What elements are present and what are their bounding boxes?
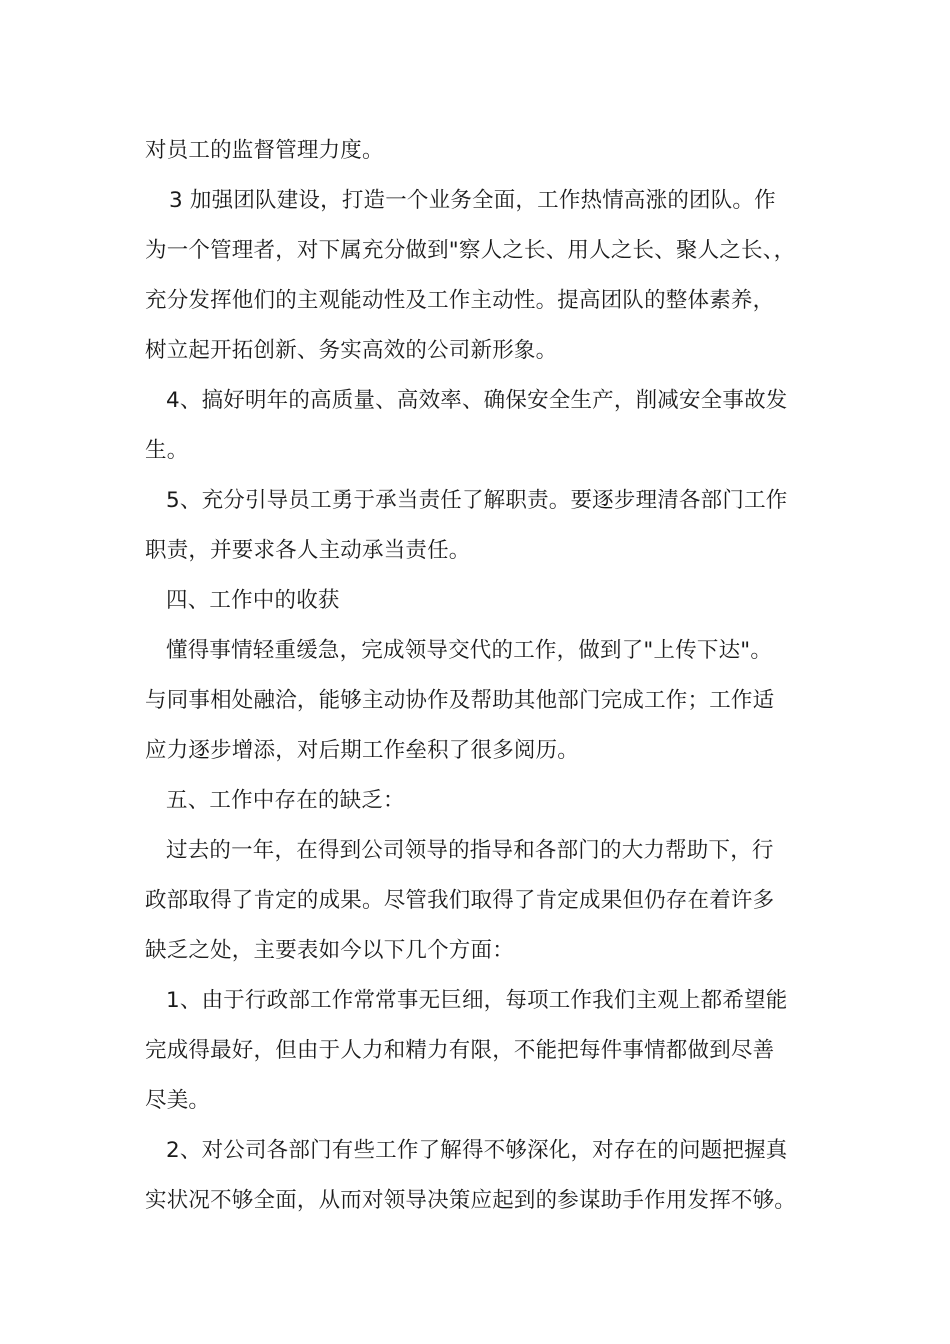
text-line-1: 对员工的监督管理力度。 (145, 138, 384, 163)
text-line-12: 与同事相处融洽，能够主动协作及帮助其他部门完成工作；工作适 (145, 688, 775, 713)
text-line-21: 2、对公司各部门有些工作了解得不够深化，对存在的问题把握真 (166, 1138, 788, 1163)
text-line-6: 4、搞好明年的高质量、高效率、确保安全生产，削减安全事故发 (166, 388, 788, 413)
text-line-19: 完成得最好，但由于人力和精力有限，不能把每件事情都做到尽善 (145, 1038, 775, 1063)
text-line-16: 政部取得了肯定的成果。尽管我们取得了肯定成果但仍存在着许多 (145, 888, 775, 913)
text-line-22: 实状况不够全面，从而对领导决策应起到的参谋助手作用发挥不够。 (145, 1188, 797, 1213)
text-line-20: 尽美。 (145, 1088, 211, 1113)
text-line-9: 职责，并要求各人主动承当责任。 (145, 538, 471, 563)
text-line-2: 3 加强团队建设，打造一个业务全面，工作热情高涨的团队。作 (169, 188, 776, 213)
text-line-11: 懂得事情轻重缓急，完成领导交代的工作，做到了"上传下达"。 (166, 638, 773, 663)
text-line-18: 1、由于行政部工作常常事无巨细，每项工作我们主观上都希望能 (166, 988, 788, 1013)
text-line-5: 树立起开拓创新、务实高效的公司新形象。 (145, 338, 558, 363)
text-line-15: 过去的一年，在得到公司领导的指导和各部门的大力帮助下，行 (166, 838, 774, 863)
text-line-3: 为一个管理者，对下属充分做到"察人之长、用人之长、聚人之长、， (145, 238, 796, 263)
section-heading-shortcomings: 五、工作中存在的缺乏： (166, 788, 405, 813)
text-line-13: 应力逐步增添，对后期工作垒积了很多阅历。 (145, 738, 580, 763)
text-line-7: 生。 (145, 438, 189, 463)
text-line-4: 充分发挥他们的主观能动性及工作主动性。提高团队的整体素养， (145, 288, 775, 313)
section-heading-gains: 四、工作中的收获 (166, 588, 340, 613)
text-line-17: 缺乏之处，主要表如今以下几个方面： (145, 938, 514, 963)
text-line-8: 5、充分引导员工勇于承当责任了解职责。要逐步理清各部门工作 (166, 488, 788, 513)
